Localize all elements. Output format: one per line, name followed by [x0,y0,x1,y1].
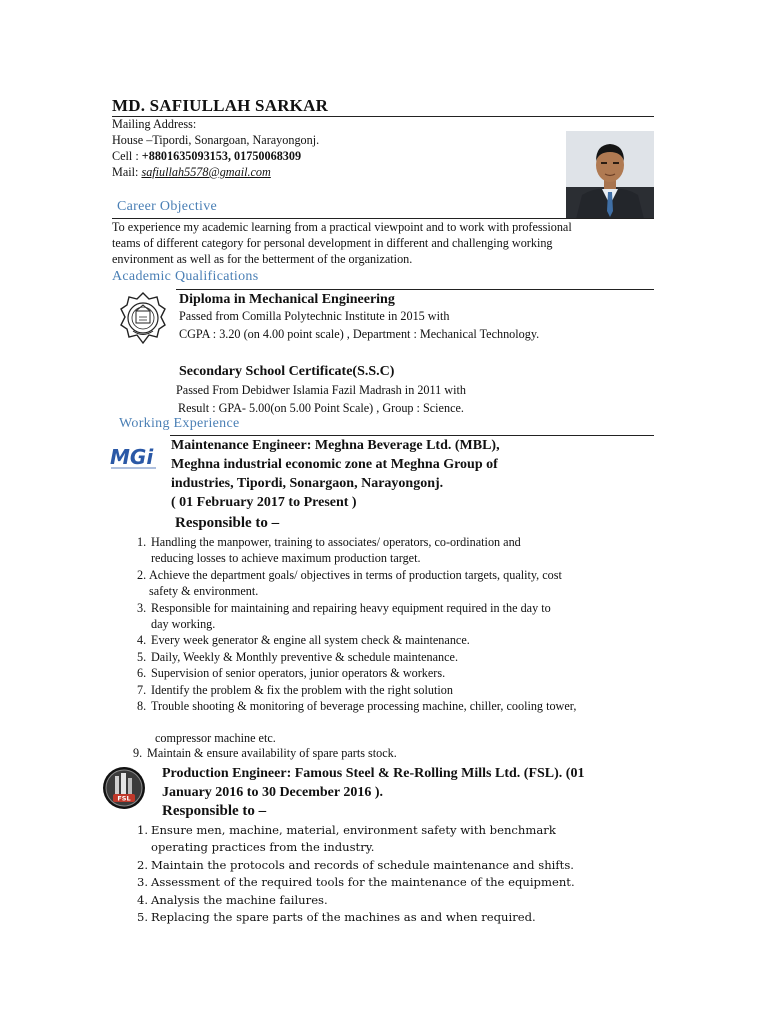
list-item: 1. Ensure men, machine, material, environment safety with benchmark operating practices from the industry. [137,823,556,855]
cell-numbers: +8801635093153, 01750068309 [141,149,302,163]
academic-qualifications-title: Academic Qualifications [112,269,259,284]
job1-heading-line: ( 01 February 2017 to Present ) [171,495,357,510]
list-item: 4. Every week generator & engine all system check & maintenance. [137,633,470,648]
job2-heading-line: Production Engineer: Famous Steel & Re-Rolling Mills Ltd. (FSL). (01 [162,766,585,781]
ssc-details [176,382,466,416]
mgi-logo-text: MGi [110,445,154,469]
career-line: teams of different category for personal development in different and challenging working [112,236,553,250]
list-item: 7. Identify the problem & fix the problem with the right solution [137,682,453,697]
list-item: 8. Trouble shooting & monitoring of beverage processing machine, chiller, cooling tower, compressor machine etc. [137,699,577,746]
job2-responsible-label: Responsible to – [162,803,267,819]
profile-photo [566,131,654,219]
contact-block [112,116,319,180]
job1-duties-list [137,534,657,747]
job1-duties-list-cont [133,745,653,761]
list-item: 2. Maintain the protocols and records of schedule maintenance and shifts. [137,857,574,872]
diploma-line: Passed from Comilla Polytechnic Institute in 2015 with [179,309,450,323]
career-line: To experience my academic learning from a practical viewpoint and to work with professional [112,220,572,234]
job2-heading-line: January 2016 to 30 December 2016 ). [162,785,383,800]
list-item: 2. Achieve the department goals/ objectives in terms of production targets, quality, cost safety & environment. [137,567,562,599]
career-objective-text [112,219,572,267]
ssc-line: Result : GPA- 5.00(on 5.00 Point Scale) , Group : Science. [178,401,464,415]
job1-heading-line: Meghna industrial economic zone at Meghna Group of [171,457,498,472]
institute-seal-logo [119,291,167,345]
fsl-logo-text: FSL [117,794,131,803]
ssc-heading: Secondary School Certificate(S.S.C) [179,364,395,379]
list-item: 1. Handling the manpower, training to associates/ operators, co-ordination and reducing losses to achieve maximum production target. [137,535,521,566]
house-address: House –Tipordi, Sonargoan, Narayongonj. [112,133,320,147]
working-experience-title: Working Experience [119,416,240,431]
list-item: 5. Replacing the spare parts of the machines as and when required. [137,910,536,925]
mailing-address-label: Mailing Address: [112,117,197,131]
meghna-group-logo [108,441,160,473]
list-item: 5. Daily, Weekly & Monthly preventive & schedule maintenance. [137,649,459,664]
ssc-line: Passed From Debidwer Islamia Fazil Madrash in 2011 with [176,383,466,397]
mail-line [112,164,319,180]
mail-label: Mail: [112,165,142,179]
list-item: 3. Assessment of the required tools for the maintenance of the equipment. [137,875,575,890]
diploma-line: CGPA : 3.20 (on 4.00 point scale) , Department : Mechanical Technology. [179,327,540,341]
career-line: environment as well as for the betterment of the organization. [112,252,413,266]
job2-heading [162,764,662,802]
job1-responsible-label: Responsible to – [175,515,280,531]
list-item: 6. Supervision of senior operators, junior operators & workers. [137,666,446,681]
fsl-company-logo [102,766,146,810]
diploma-heading: Diploma in Mechanical Engineering [179,292,395,307]
diploma-details [179,308,539,342]
career-objective-title: Career Objective [117,199,218,214]
email-link[interactable]: safiullah5578@gmail.com [141,165,271,179]
job1-heading-line: industries, Tipordi, Sonargaon, Narayongonj. [171,476,444,491]
job1-heading [171,436,500,512]
list-item: 4. Analysis the machine failures. [137,892,328,907]
candidate-name: MD. SAFIULLAH SARKAR [112,96,329,115]
job2-duties-list [137,822,657,926]
list-item: 9. Maintain & ensure availability of spare parts stock. [133,746,397,760]
cell-line [112,148,319,164]
job1-heading-line: Maintenance Engineer: Meghna Beverage Ltd. (MBL), [171,438,500,453]
cell-label: Cell : [112,149,142,163]
list-item: 3. Responsible for maintaining and repairing heavy equipment required in the day to day working. [137,600,551,632]
